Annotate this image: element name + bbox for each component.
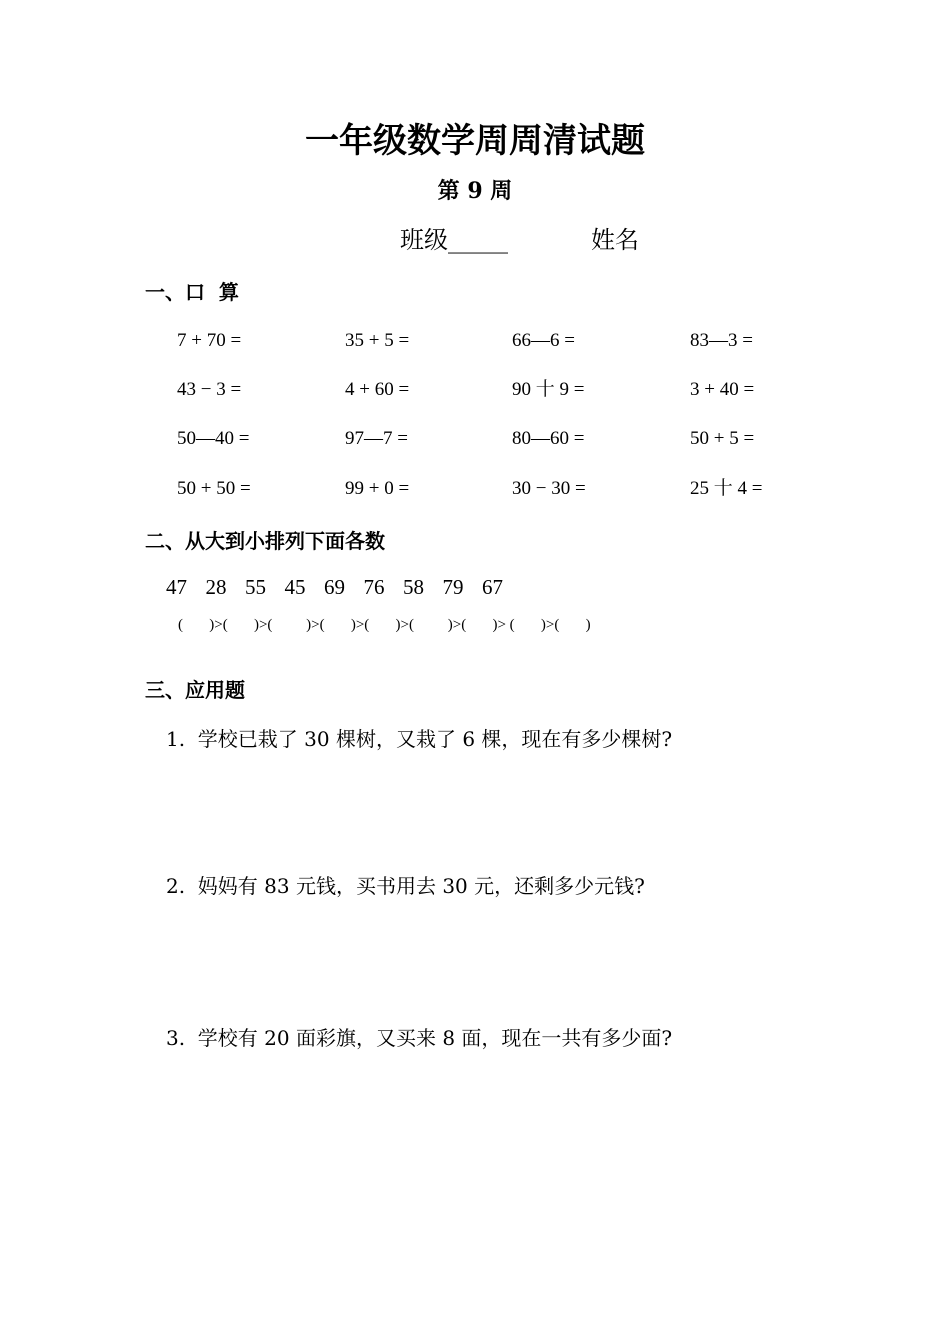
equation: 99 + 0 = <box>345 478 410 499</box>
equation: 50 + 50 = <box>177 478 251 499</box>
equation: 66—6 = <box>512 330 575 351</box>
equation: 90 十 9 = <box>512 379 585 400</box>
number-list: 47 28 55 45 69 76 58 79 67 <box>166 575 503 599</box>
equation: 4 + 60 = <box>345 379 410 400</box>
equation: 43 − 3 = <box>177 379 242 400</box>
word-problem-2: 2. 妈妈有 83 元钱，买书用去 30 元，还剩多少元钱? <box>166 874 645 898</box>
ordering-answer-blanks: ( )>( )>( )>( )>( )>( )>( )> ( )>( ) <box>178 617 591 633</box>
section-1-heading: 一、口 算 <box>145 280 239 304</box>
word-problem-3: 3. 学校有 20 面彩旗，又买来 8 面，现在一共有多少面? <box>166 1026 673 1050</box>
page-title: 一年级数学周周清试题 <box>305 121 645 161</box>
equation: 35 + 5 = <box>345 330 410 351</box>
class-field: 班级_____ <box>400 226 508 254</box>
equation: 80—60 = <box>512 428 585 449</box>
section-2-heading: 二、从大到小排列下面各数 <box>145 529 385 553</box>
equation: 83—3 = <box>690 330 753 351</box>
equation: 25 十 4 = <box>690 478 763 499</box>
word-problem-1: 1. 学校已栽了 30 棵树，又栽了 6 棵，现在有多少棵树? <box>166 727 673 751</box>
week-label: 第 9 周 <box>437 178 513 204</box>
name-field: 姓名 <box>591 226 639 254</box>
equation: 97—7 = <box>345 428 408 449</box>
equation: 3 + 40 = <box>690 379 755 400</box>
equation: 50 + 5 = <box>690 428 755 449</box>
section-3-heading: 三、应用题 <box>145 678 245 702</box>
equation: 7 + 70 = <box>177 330 242 351</box>
equation: 50—40 = <box>177 428 250 449</box>
equation: 30 − 30 = <box>512 478 586 499</box>
